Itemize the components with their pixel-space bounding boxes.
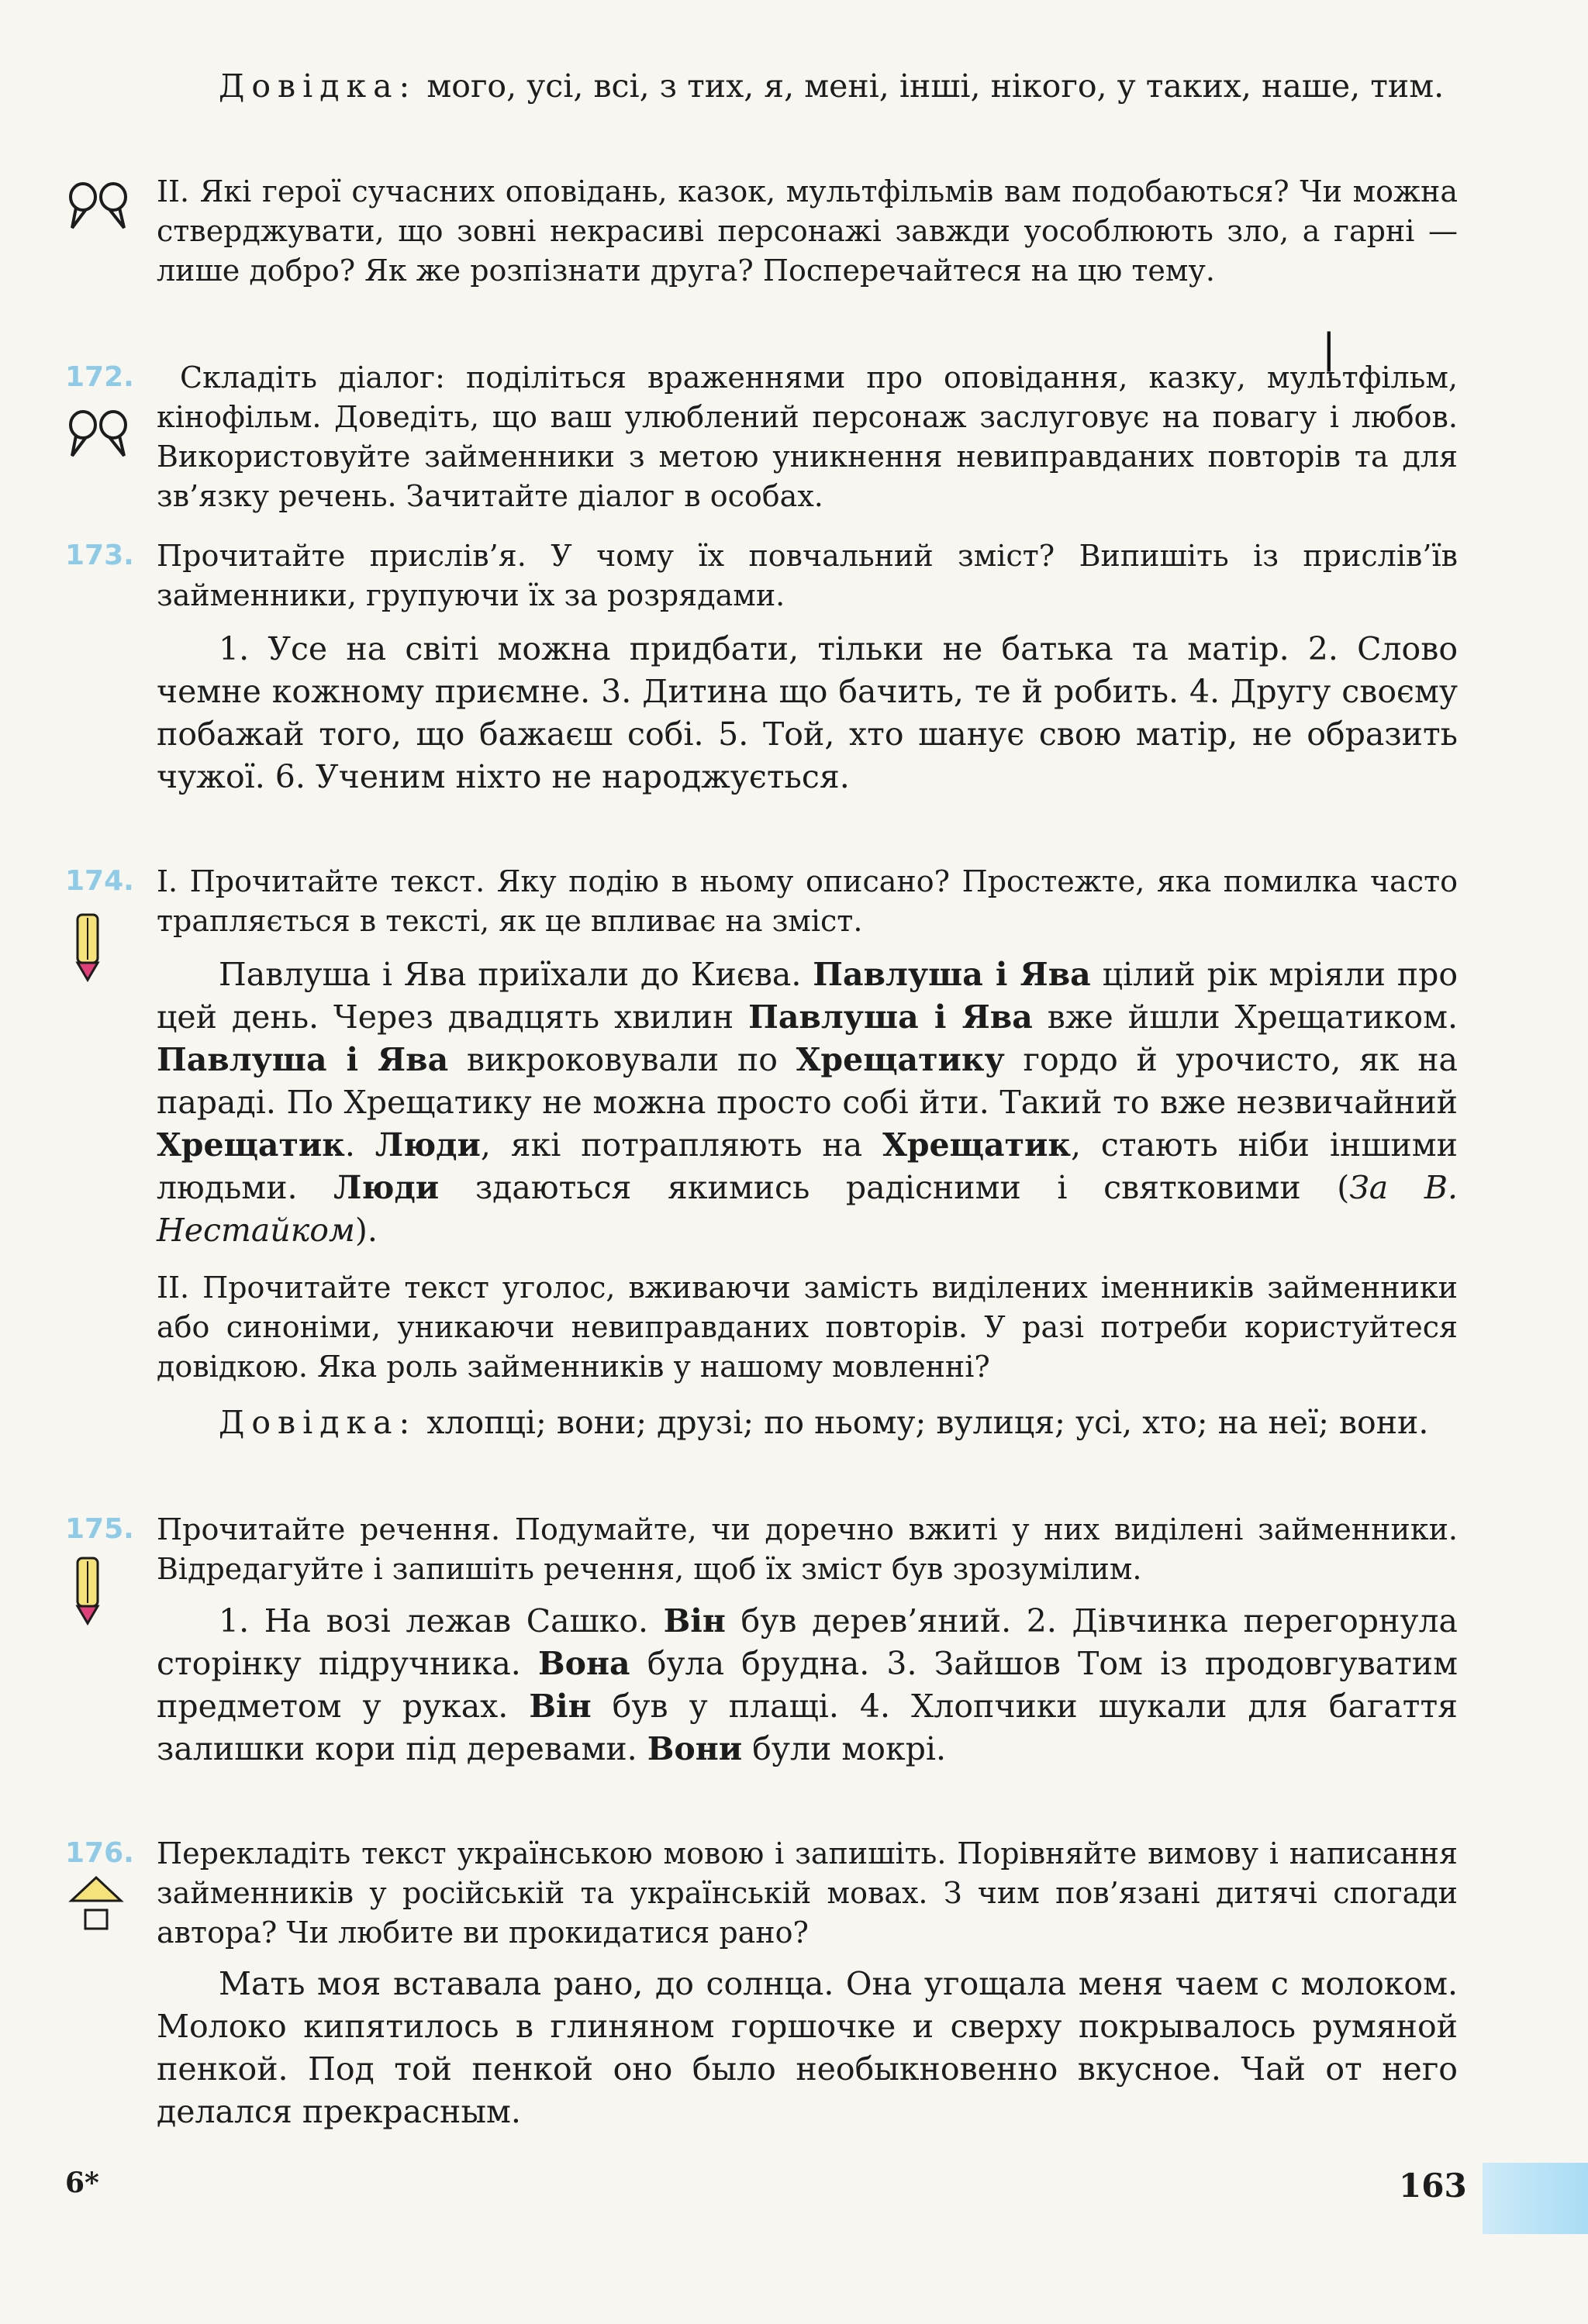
house-icon xyxy=(67,1871,126,1936)
margin-pen-mark: ❘ xyxy=(1312,326,1346,372)
task-number: 172. xyxy=(65,361,134,393)
highlighted-word: Павлуша і Ява xyxy=(748,998,1033,1036)
pencil-icon xyxy=(67,909,113,989)
dialogue-icon xyxy=(67,180,132,239)
text-run: вже йшли Хрещатиком. xyxy=(1032,998,1458,1036)
reference-label: Довідка: xyxy=(219,1404,417,1441)
task-number: 174. xyxy=(65,865,134,897)
highlighted-word: Вони xyxy=(647,1730,743,1767)
text-run: . xyxy=(344,1126,375,1164)
highlighted-word: Люди xyxy=(333,1169,440,1206)
task-173-text: Прочитайте прислів’я. У чому їх повчальний зміст? Випишіть із прислів’їв займенники, групуючи їх за розрядами. xyxy=(157,539,1458,612)
task-174-reference xyxy=(157,1402,1458,1444)
highlighted-word: Люди xyxy=(375,1126,481,1164)
reference-text: хлопці; вони; друзі; по ньому; вулиця; усі, хто; на неї; вони. xyxy=(416,1404,1429,1441)
highlighted-word: Павлуша і Ява xyxy=(157,1041,449,1078)
task-176-russian-text: Мать моя вставала рано, до солнца. Она угощала меня чаем с молоком. Молоко кипятилось в глиняном горшочке и сверху покрывалось румяной пенкой. Под той пенкой оно было необыкновенно вкусное. Чай от него делался прекрасным. xyxy=(157,1965,1458,2130)
text-run: здаються якимись радісними і святковими ( xyxy=(439,1169,1350,1206)
task-number: 175. xyxy=(65,1513,134,1545)
reference-label: Довідка: xyxy=(219,67,417,105)
text-run: викроковували по xyxy=(448,1041,796,1078)
highlighted-word: Він xyxy=(529,1688,592,1725)
text-run: Павлуша і Ява приїхали до Києва. xyxy=(219,956,813,993)
highlighted-word: Вона xyxy=(537,1645,630,1682)
text-run: , стають ніби іншими людьми. xyxy=(157,1126,1458,1206)
text-run: гордо й урочисто, як на параді. По Хрещатику не можна просто собі йти. Такий то вже незвичайний xyxy=(157,1041,1458,1121)
source-attribution: За В. Нестайком xyxy=(157,1169,1459,1249)
task-176-text: Перекладіть текст українською мовою і запишіть. Порівняйте вимову і написання займенників у російській та українській мовах. З чим пов’язані дитячі спогади автора? Чи любите ви прокидатися рано? xyxy=(157,1836,1458,1950)
page-number: 163 xyxy=(1399,2167,1467,2205)
signature-mark: 6* xyxy=(65,2167,99,2199)
highlighted-word: Він xyxy=(663,1602,726,1640)
task-175-sentences xyxy=(157,1600,1458,1771)
task-number: 173. xyxy=(65,540,134,571)
pencil-icon xyxy=(67,1552,113,1633)
highlighted-word: Хрещатик xyxy=(157,1126,345,1164)
task-175-text: Прочитайте речення. Подумайте, чи доречно вжиті у них виділені займенники. Відредагуйте і запишіть речення, щоб їх зміст був зрозумілим. xyxy=(157,1512,1458,1586)
highlighted-word: Хрещатик xyxy=(882,1126,1071,1164)
text-run: був у плащі. 4. Хлопчики шукали для багаття залишки кори під деревами. xyxy=(157,1688,1458,1767)
text-run: були мокрі. xyxy=(742,1730,947,1767)
text-run: ). xyxy=(354,1212,378,1249)
task-174-part1: I. Прочитайте текст. Яку подію в ньому описано? Простежте, яка помилка часто трапляється в тексті, як це впливає на зміст. xyxy=(157,864,1458,938)
text-run: була брудна. 3. Зайшов Том із продовгуватим предметом у руках. xyxy=(157,1645,1459,1725)
page-corner-tab xyxy=(1483,2163,1588,2234)
task-174-text xyxy=(157,953,1458,1252)
task-174-part2: II. Прочитайте текст уголос, вживаючи замість виділених іменників займенники або синоніми, уникаючи невиправданих повторів. У разі потреби користуйтеся довідкою. Яка роль займенників у нашому мовленні? xyxy=(157,1271,1458,1384)
task-number: 176. xyxy=(65,1837,134,1869)
dialogue-icon xyxy=(67,408,132,467)
task-173-proverbs: 1. Усе на світі можна придбати, тільки не батька та матір. 2. Слово чемне кожному приємне. 3. Дитина що бачить, те й робить. 4. Другу своєму побажай того, що бажаєш собі. 5. Той, хто шанує свою матір, не образить чужої. 6. Ученим ніхто не народжується. xyxy=(157,630,1458,795)
highlighted-word: Хрещатику xyxy=(796,1041,1005,1078)
text-run: був дерев’яний. 2. Дівчинка перегорнула сторінку підручника. xyxy=(157,1602,1458,1682)
text-run: , які потрапляють на xyxy=(480,1126,883,1164)
reference-text: мого, усі, всі, з тих, я, мені, інші, нікого, у таких, наше, тим. xyxy=(416,67,1445,105)
task-172-text: Складіть діалог: поділіться враженнями про оповідання, казку, мультфільм, кінофільм. Доведіть, що ваш улюблений персонаж заслуговує на повагу і любов. Використовуйте займенники з метою уникнення невиправданих повторів та для зв’язку речень. Зачитайте діалог в особах. xyxy=(157,360,1458,513)
text-run: цілий рік мріяли про цей день. Через двадцять хвилин xyxy=(157,956,1458,1036)
highlighted-word: Павлуша і Ява xyxy=(813,956,1091,993)
task-171-part2: II. Які герої сучасних оповідань, казок, мультфільмів вам подобаються? Чи можна стверджувати, що зовні некрасиві персонажі завжди уособлюють зло, а гарні — лише добро? Як же розпізнати друга? Посперечайтеся на цю тему. xyxy=(157,174,1458,288)
reference-paragraph xyxy=(157,65,1458,108)
text-run: 1. На возі лежав Сашко. xyxy=(219,1602,664,1640)
